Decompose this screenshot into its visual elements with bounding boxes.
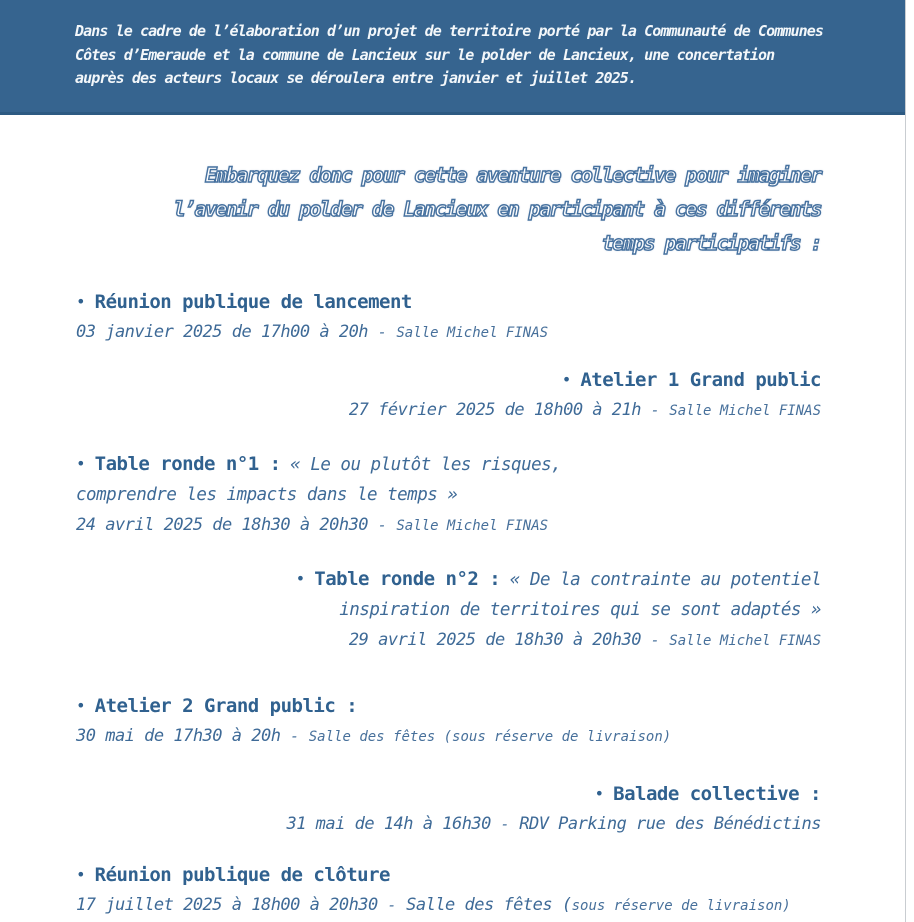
event-title: Atelier 2 Grand public : (94, 695, 358, 717)
event-datetime: 17 juillet 2025 à 18h00 à 20h30 (76, 895, 378, 915)
dash-separator: - (387, 896, 397, 914)
event-item (76, 780, 821, 839)
event-item (76, 450, 616, 541)
event-datetime: 29 avril 2025 de 18h30 à 20h30 (348, 630, 641, 650)
event-headline (76, 692, 821, 721)
event-dateline (76, 890, 821, 921)
bullet-icon: • (594, 784, 605, 803)
bullet-icon: • (561, 370, 572, 389)
event-venue-note: sous réserve de livraison) (571, 898, 791, 914)
event-dateline (76, 809, 821, 839)
bullet-icon: • (76, 696, 86, 715)
event-dateline (76, 721, 821, 752)
bullet-icon: • (295, 569, 306, 588)
event-headline (251, 565, 821, 625)
bullet-icon: • (76, 865, 86, 884)
event-headline (76, 288, 821, 317)
dash-separator: - (650, 631, 660, 649)
dash-separator: - (377, 516, 387, 534)
event-dateline (76, 317, 821, 348)
event-datetime: 31 mai de 14h à 16h30 (286, 814, 491, 834)
dash-separator: - (500, 815, 510, 833)
event-datetime: 27 février 2025 de 18h00 à 21h (348, 400, 641, 420)
event-title: Balade collective : (613, 783, 821, 805)
event-venue: RDV Parking rue des Bénédictins (519, 814, 821, 834)
event-venue: Salle Michel FINAS (669, 403, 821, 419)
banner (0, 0, 905, 115)
event-item (76, 861, 821, 921)
event-item (76, 692, 821, 752)
dash-separator: - (377, 323, 387, 341)
event-item (76, 288, 821, 348)
dash-separator: - (650, 401, 660, 419)
event-headline (76, 861, 821, 890)
event-title: Table ronde n°1 : (94, 453, 281, 475)
bullet-icon: • (76, 454, 86, 473)
event-quote: « Le ou plutôt les risques, comprendre les impacts dans le temps » (76, 455, 562, 505)
event-venue: Salle Michel FINAS (396, 325, 549, 341)
event-datetime: 24 avril 2025 de 18h30 à 20h30 (76, 515, 369, 535)
event-headline (76, 780, 821, 809)
event-dateline (76, 510, 616, 541)
event-dateline (76, 395, 821, 426)
events-list (0, 288, 905, 921)
event-item (76, 366, 821, 426)
bullet-icon: • (76, 292, 86, 311)
event-venue: Salle des fêtes ( (406, 895, 572, 915)
event-dateline (251, 625, 821, 656)
event-title: Réunion publique de clôture (94, 864, 390, 886)
event-venue: Salle Michel FINAS (669, 633, 821, 649)
event-quote: « De la contrainte au potentiel inspiration de territoires qui se sont adaptés » (339, 570, 821, 620)
event-item (251, 565, 821, 656)
intro-heading: Embarquez donc pour cette aventure collective pour imaginer l’avenir du polder de Lancieux en participant à ces différents temps participatifs : (173, 163, 821, 255)
event-title: Réunion publique de lancement (94, 291, 412, 313)
event-datetime: 30 mai de 17h30 à 20h (76, 726, 281, 746)
event-title: Table ronde n°2 : (314, 568, 501, 590)
event-headline (76, 366, 821, 395)
event-headline (76, 450, 616, 510)
banner-text: Dans le cadre de l’élaboration d’un projet de territoire porté par la Communauté de Communes Côtes d’Emeraude et la commune de Lancieux sur le polder de Lancieux, une concertation auprès des acteurs locaux se déroulera entre janvier et juillet 2025. (75, 22, 824, 87)
dash-separator: - (290, 727, 300, 745)
event-venue: Salle des fêtes (sous réserve de livraison) (308, 729, 672, 745)
event-title: Atelier 1 Grand public (580, 369, 821, 391)
event-datetime: 03 janvier 2025 de 17h00 à 20h (76, 322, 369, 342)
event-venue: Salle Michel FINAS (396, 518, 549, 534)
